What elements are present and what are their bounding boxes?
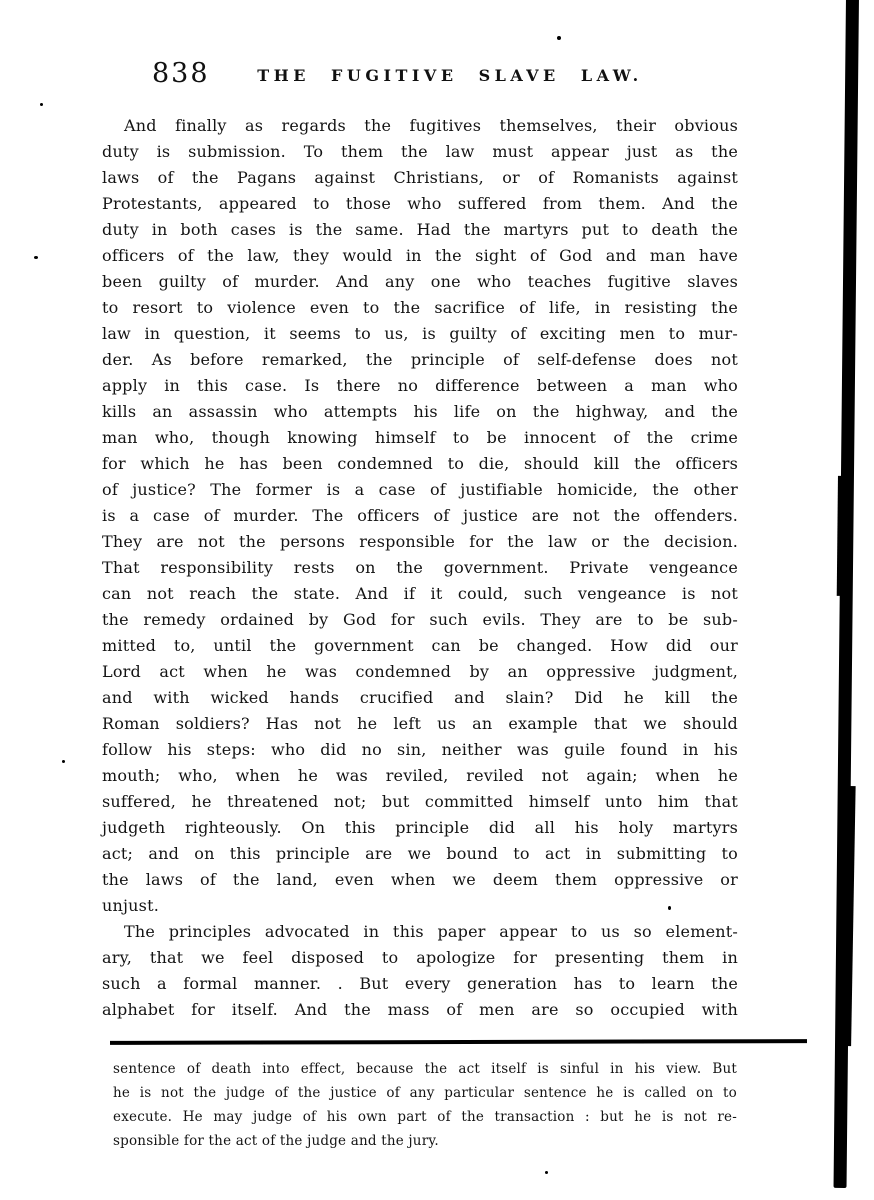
- scan-speck: [40, 103, 43, 106]
- text-line: der. As before remarked, the principle of self-defense does not: [102, 350, 738, 369]
- text-line: sentence of death into effect, because the act itself is sinful in his view. But: [113, 1061, 737, 1077]
- text-line: sponsible for the act of the judge and the jury.: [113, 1133, 439, 1149]
- text-line: And finally as regards the fugitives themselves, their obvious: [124, 116, 738, 135]
- text-line: duty in both cases is the same. Had the martyrs put to death the: [102, 220, 738, 239]
- text-line: apply in this case. Is there no difference between a man who: [102, 376, 738, 395]
- text-line: Lord act when he was condemned by an oppressive judgment,: [102, 662, 738, 681]
- scan-speck: [62, 760, 65, 763]
- text-line: officers of the law, they would in the sight of God and man have: [102, 246, 738, 265]
- text-line: laws of the Pagans against Christians, or of Romanists against: [102, 168, 738, 187]
- text-line: The principles advocated in this paper appear to us so element-: [124, 922, 738, 941]
- footnote-divider-rule: [110, 1039, 807, 1045]
- text-line: kills an assassin who attempts his life on the highway, and the: [102, 402, 738, 421]
- text-line: They are not the persons responsible for the law or the decision.: [102, 532, 738, 551]
- text-line: of justice? The former is a case of justifiable homicide, the other: [102, 480, 738, 499]
- scan-speck: [668, 906, 671, 910]
- text-line: and with wicked hands crucified and slain? Did he kill the: [102, 688, 738, 707]
- running-title: THE FUGITIVE SLAVE LAW.: [257, 66, 643, 85]
- text-line: for which he has been condemned to die, should kill the officers: [102, 454, 738, 473]
- text-line: ary, that we feel disposed to apologize for presenting them in: [102, 948, 738, 967]
- text-line: is a case of murder. The officers of justice are not the offenders.: [102, 506, 738, 525]
- text-line: Roman soldiers? Has not he left us an example that we should: [102, 714, 738, 733]
- text-line: man who, though knowing himself to be innocent of the crime: [102, 428, 738, 447]
- paragraph-2: [102, 919, 738, 1023]
- scan-speck: [545, 1171, 548, 1174]
- text-line: duty is submission. To them the law must appear just as the: [102, 142, 738, 161]
- text-line: follow his steps: who did no sin, neither was guile found in his: [102, 740, 738, 759]
- text-line: Protestants, appeared to those who suffered from them. And the: [102, 194, 738, 213]
- paragraph-1: [102, 113, 738, 919]
- text-line: been guilty of murder. And any one who teaches fugitive slaves: [102, 272, 738, 291]
- text-line: mitted to, until the government can be changed. How did our: [102, 636, 738, 655]
- text-line: such a formal manner. . But every generation has to learn the: [102, 974, 738, 993]
- text-line: can not reach the state. And if it could, such vengeance is not: [102, 584, 738, 603]
- text-line: act; and on this principle are we bound to act in submitting to: [102, 844, 738, 863]
- text-line: law in question, it seems to us, is guilty of exciting men to mur-: [102, 324, 738, 343]
- text-line: That responsibility rests on the government. Private vengeance: [102, 558, 738, 577]
- body-text: [102, 113, 738, 1023]
- scan-speck: [557, 36, 561, 40]
- page-number: 838: [152, 58, 210, 89]
- scan-binding-shadow: [834, 0, 859, 1188]
- footnote-text: [113, 1057, 737, 1153]
- text-line: the laws of the land, even when we deem them oppressive or: [102, 870, 738, 889]
- text-line: judgeth righteously. On this principle did all his holy martyrs: [102, 818, 738, 837]
- text-line: suffered, he threatened not; but committed himself unto him that: [102, 792, 738, 811]
- scan-speck: [34, 256, 38, 259]
- text-line: to resort to violence even to the sacrifice of life, in resisting the: [102, 298, 738, 317]
- text-line: alphabet for itself. And the mass of men are so occupied with: [102, 1000, 738, 1019]
- text-line: mouth; who, when he was reviled, reviled not again; when he: [102, 766, 738, 785]
- text-line: he is not the judge of the justice of any particular sentence he is called on to: [113, 1085, 737, 1101]
- text-line: execute. He may judge of his own part of the transaction : but he is not re-: [113, 1109, 737, 1125]
- text-line: unjust.: [102, 896, 160, 915]
- text-line: the remedy ordained by God for such evils. They are to be sub-: [102, 610, 738, 629]
